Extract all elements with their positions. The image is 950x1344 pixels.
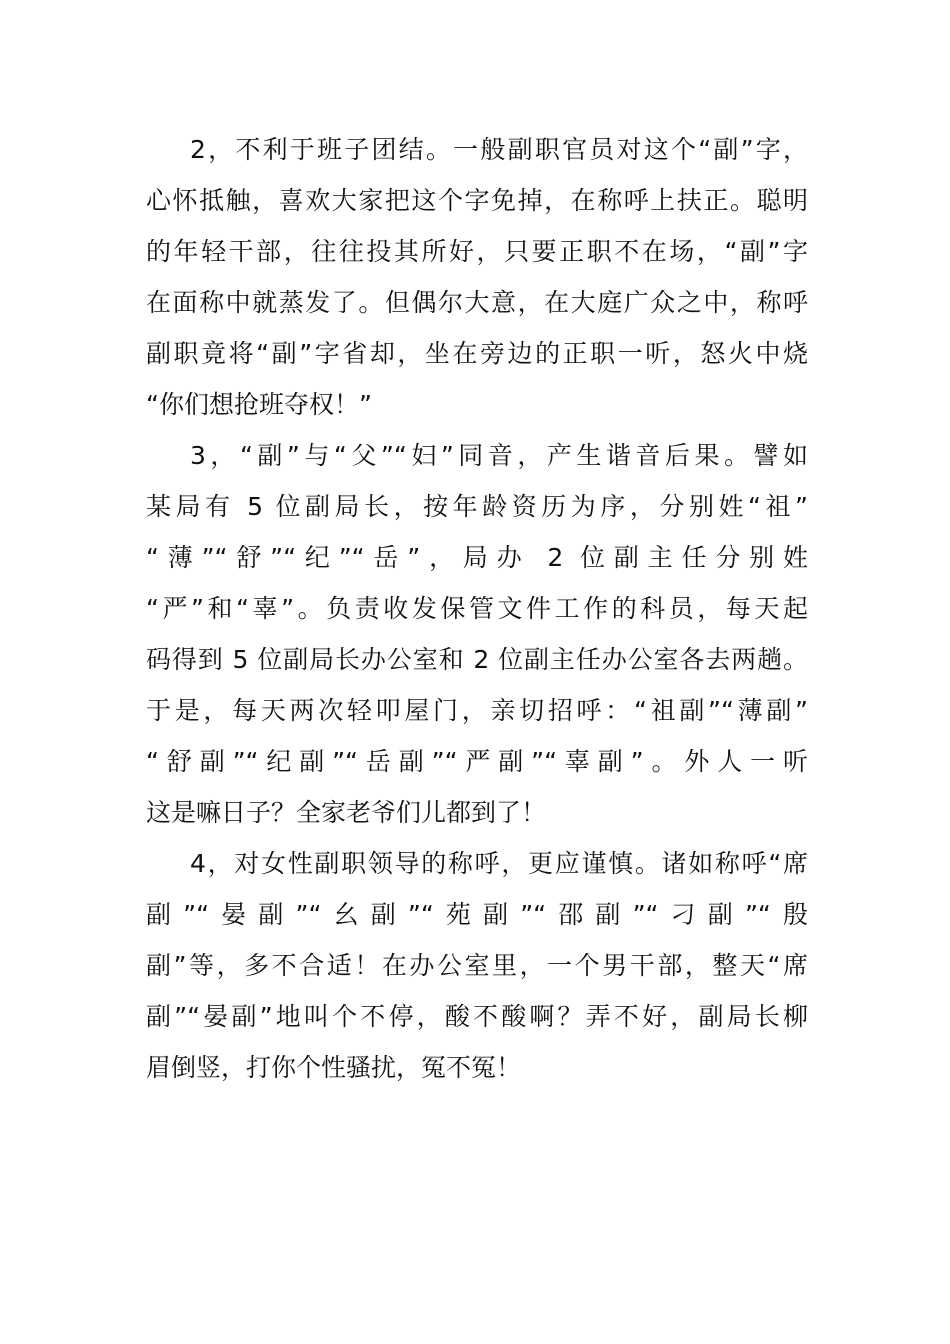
paragraph-4 bbox=[146, 838, 808, 1093]
document-body bbox=[146, 124, 808, 1093]
paragraph-3 bbox=[146, 430, 808, 838]
text-line: 副”等，多不合适！在办公室里，一个男干部，整天“席 bbox=[146, 951, 808, 980]
text-line: “严”和“辜”。负责收发保管文件工作的科员，每天起 bbox=[146, 594, 808, 623]
text-line: 在面称中就蒸发了。但偶尔大意，在大庭广众之中，称呼 bbox=[146, 288, 808, 317]
text-line: 副”“晏副”地叫个不停，酸不酸啊？弄不好，副局长柳 bbox=[146, 1002, 808, 1031]
text-line: 心怀抵触，喜欢大家把这个字免掉，在称呼上扶正。聪明 bbox=[146, 186, 808, 215]
text-line: 码得到 5 位副局长办公室和 2 位副主任办公室各去两趟。 bbox=[146, 645, 808, 674]
text-line: “舒副”“纪副”“岳副”“严副”“辜副”。外人一听 bbox=[146, 747, 808, 776]
text-line: 副职竟将“副”字省却，坐在旁边的正职一听，怒火中烧 bbox=[146, 339, 808, 368]
text-line: “你们想抢班夺权！” bbox=[146, 390, 372, 419]
text-line: 某局有 5 位副局长，按年龄资历为序，分别姓“祖” bbox=[146, 492, 808, 521]
text-line: 于是，每天两次轻叩屋门，亲切招呼：“祖副”“薄副” bbox=[146, 696, 808, 725]
text-line: 眉倒竖，打你个性骚扰，冤不冤！ bbox=[146, 1053, 522, 1082]
paragraph-2 bbox=[146, 124, 808, 430]
text-line: 4，对女性副职领导的称呼，更应谨慎。诸如称呼“席 bbox=[190, 849, 808, 878]
text-line: 2，不利于班子团结。一般副职官员对这个“副”字， bbox=[190, 135, 808, 164]
text-line: 的年轻干部，往往投其所好，只要正职不在场，“副”字 bbox=[146, 237, 808, 266]
text-line: 这是嘛日子？全家老爷们儿都到了！ bbox=[146, 798, 547, 827]
text-line: 3，“副”与“父”“妇”同音，产生谐音后果。譬如 bbox=[190, 441, 808, 470]
text-line: 副”“晏副”“幺副”“苑副”“邵副”“刁副”“殷 bbox=[146, 900, 808, 929]
text-line: “薄”“舒”“纪”“岳”，局办 2 位副主任分别姓 bbox=[146, 543, 808, 572]
